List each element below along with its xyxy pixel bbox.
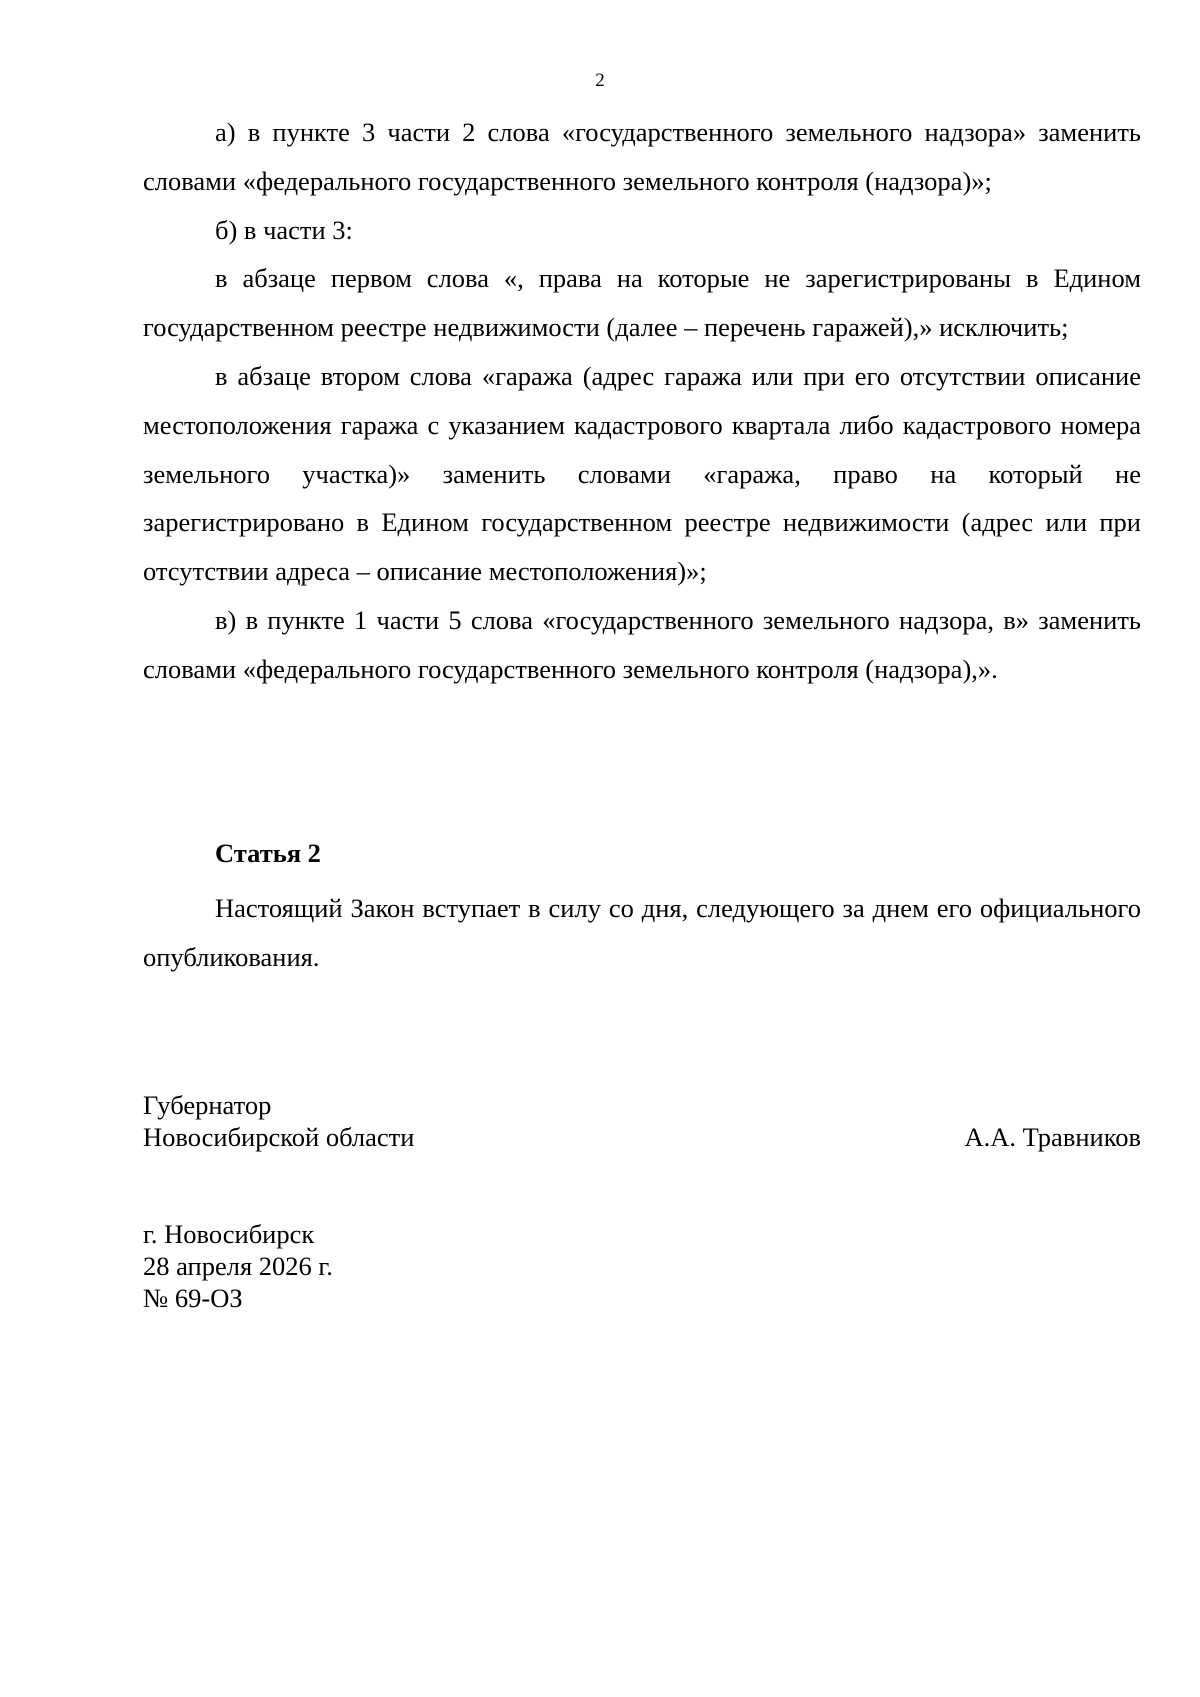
amendment-paragraph: в абзаце втором слова «гаража (адрес гаража или при его отсутствии описание местоположения гаража с указанием кадастрового квартала либо кадастрового номера земельного участка)» заменить словами «гаража, право на который не зарегистрировано в Едином государственном реестре недвижимости (адрес или при отсутствии адреса – описание местоположения)»; (143, 360, 1141, 587)
place-date-block (143, 1218, 333, 1314)
amendment-paragraph: в абзаце первом слова «, права на которые не зарегистрированы в Едином государственном реестре недвижимости (далее – перечень гаражей),» исключить; (143, 263, 1141, 343)
signature-position-line1: Губернатор (143, 1090, 272, 1120)
law-number: № 69-ОЗ (143, 1283, 243, 1313)
place-city: г. Новосибирск (143, 1219, 315, 1249)
signatory-name: А.А. Травников (964, 1122, 1141, 1152)
article-title: Статья 2 (215, 838, 321, 868)
signature-position-line2: Новосибирской области (143, 1122, 415, 1152)
signature-line (143, 1121, 1141, 1153)
article-text: Настоящий Закон вступает в силу со дня, следующего за днем его официального опубликования. (143, 893, 1141, 972)
amendments-section (143, 108, 1141, 694)
amendment-paragraph: а) в пункте 3 части 2 слова «государственного земельного надзора» заменить словами «федерального государственного земельного контроля (надзора)»; (143, 117, 1141, 196)
page-number: 2 (595, 70, 605, 91)
place-date: 28 апреля 2026 г. (143, 1251, 333, 1281)
amendment-paragraph: б) в части 3: (215, 214, 353, 245)
amendment-paragraph: в) в пункте 1 части 5 слова «государственного земельного надзора, в» заменить словами «федерального государственного земельного контроля (надзора),». (143, 604, 1141, 684)
signature-block (143, 1089, 1141, 1153)
